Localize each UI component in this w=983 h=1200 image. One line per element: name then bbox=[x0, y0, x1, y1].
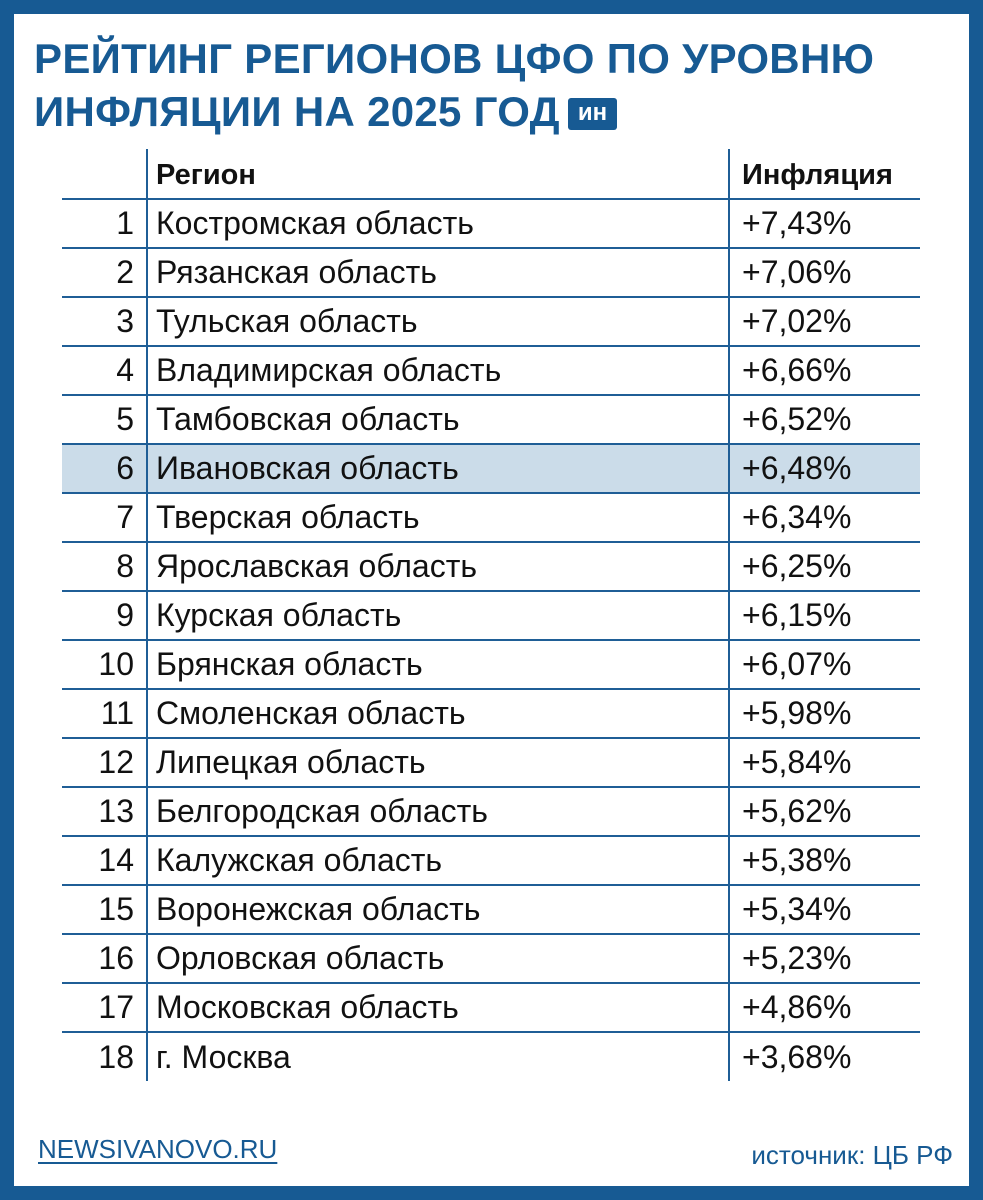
title-line-1: РЕЙТИНГ РЕГИОНОВ ЦФО ПО УРОВНЮ bbox=[34, 35, 875, 82]
title-line-2 bbox=[34, 85, 934, 138]
rank-cell: 5 bbox=[62, 395, 147, 444]
table-row bbox=[62, 248, 920, 297]
rating-table-body bbox=[62, 199, 920, 1081]
rank-cell: 13 bbox=[62, 787, 147, 836]
inflation-cell: +7,06% bbox=[729, 248, 920, 297]
table-row bbox=[62, 395, 920, 444]
table-row bbox=[62, 493, 920, 542]
region-cell: Курская область bbox=[147, 591, 729, 640]
rank-cell: 3 bbox=[62, 297, 147, 346]
rank-cell: 17 bbox=[62, 983, 147, 1032]
region-cell: Тульская область bbox=[147, 297, 729, 346]
inflation-cell: +5,62% bbox=[729, 787, 920, 836]
inflation-column-header: Инфляция bbox=[729, 149, 920, 199]
inflation-cell: +6,52% bbox=[729, 395, 920, 444]
region-cell: Белгородская область bbox=[147, 787, 729, 836]
table-row bbox=[62, 983, 920, 1032]
region-cell: Ярославская область bbox=[147, 542, 729, 591]
table-row bbox=[62, 1032, 920, 1081]
brand-logo: ин bbox=[568, 98, 617, 130]
region-cell: Калужская область bbox=[147, 836, 729, 885]
inflation-cell: +7,02% bbox=[729, 297, 920, 346]
table-row bbox=[62, 640, 920, 689]
table-row bbox=[62, 738, 920, 787]
region-cell: Рязанская область bbox=[147, 248, 729, 297]
rank-cell: 16 bbox=[62, 934, 147, 983]
table-row bbox=[62, 444, 920, 493]
region-column-header: Регион bbox=[147, 149, 729, 199]
table-row bbox=[62, 346, 920, 395]
inflation-cell: +4,86% bbox=[729, 983, 920, 1032]
region-cell: Смоленская область bbox=[147, 689, 729, 738]
region-cell: Ивановская область bbox=[147, 444, 729, 493]
inflation-cell: +6,34% bbox=[729, 493, 920, 542]
inflation-cell: +7,43% bbox=[729, 199, 920, 248]
source-note: источник: ЦБ РФ bbox=[751, 1140, 953, 1170]
rank-cell: 14 bbox=[62, 836, 147, 885]
table-row bbox=[62, 787, 920, 836]
inflation-cell: +6,48% bbox=[729, 444, 920, 493]
table-row bbox=[62, 199, 920, 248]
inflation-cell: +5,34% bbox=[729, 885, 920, 934]
title-line-2-text: ИНФЛЯЦИИ НА 2025 ГОД bbox=[34, 88, 560, 135]
rank-cell: 4 bbox=[62, 346, 147, 395]
rank-column-header bbox=[62, 149, 147, 199]
inflation-cell: +5,23% bbox=[729, 934, 920, 983]
inflation-cell: +6,15% bbox=[729, 591, 920, 640]
rank-cell: 18 bbox=[98, 1038, 134, 1075]
table-row bbox=[62, 689, 920, 738]
site-link[interactable]: NEWSIVANOVO.RU bbox=[38, 1134, 278, 1164]
table-row bbox=[62, 885, 920, 934]
rank-cell: 6 bbox=[62, 444, 147, 493]
infographic-card bbox=[14, 14, 969, 1186]
rating-table bbox=[62, 149, 920, 1081]
inflation-cell: +6,25% bbox=[729, 542, 920, 591]
table-row bbox=[62, 542, 920, 591]
region-cell: Тверская область bbox=[147, 493, 729, 542]
table-header-row bbox=[62, 149, 920, 199]
region-cell: Липецкая область bbox=[147, 738, 729, 787]
inflation-cell: +3,68% bbox=[729, 1032, 920, 1081]
rank-cell: 2 bbox=[62, 248, 147, 297]
inflation-cell: +6,07% bbox=[729, 640, 920, 689]
inflation-cell: +5,84% bbox=[729, 738, 920, 787]
rank-cell: 11 bbox=[62, 689, 147, 738]
inflation-cell: +6,66% bbox=[729, 346, 920, 395]
region-cell: Воронежская область bbox=[147, 885, 729, 934]
rank-cell: 10 bbox=[62, 640, 147, 689]
table-row bbox=[62, 836, 920, 885]
table-row bbox=[62, 934, 920, 983]
rank-cell: 12 bbox=[62, 738, 147, 787]
inflation-cell: +5,98% bbox=[729, 689, 920, 738]
region-cell: Брянская область bbox=[147, 640, 729, 689]
rank-cell: 7 bbox=[62, 493, 147, 542]
rank-cell: 15 bbox=[62, 885, 147, 934]
table-row bbox=[62, 591, 920, 640]
rank-cell: 9 bbox=[62, 591, 147, 640]
region-cell: Московская область bbox=[147, 983, 729, 1032]
region-cell: Костромская область bbox=[147, 199, 729, 248]
region-cell: г. Москва bbox=[147, 1032, 729, 1081]
rank-cell: 1 bbox=[62, 199, 147, 248]
region-cell: Владимирская область bbox=[147, 346, 729, 395]
region-cell: Орловская область bbox=[147, 934, 729, 983]
inflation-cell: +5,38% bbox=[729, 836, 920, 885]
rank-cell: 8 bbox=[62, 542, 147, 591]
page-title bbox=[34, 32, 934, 138]
region-cell: Тамбовская область bbox=[147, 395, 729, 444]
table-row bbox=[62, 297, 920, 346]
